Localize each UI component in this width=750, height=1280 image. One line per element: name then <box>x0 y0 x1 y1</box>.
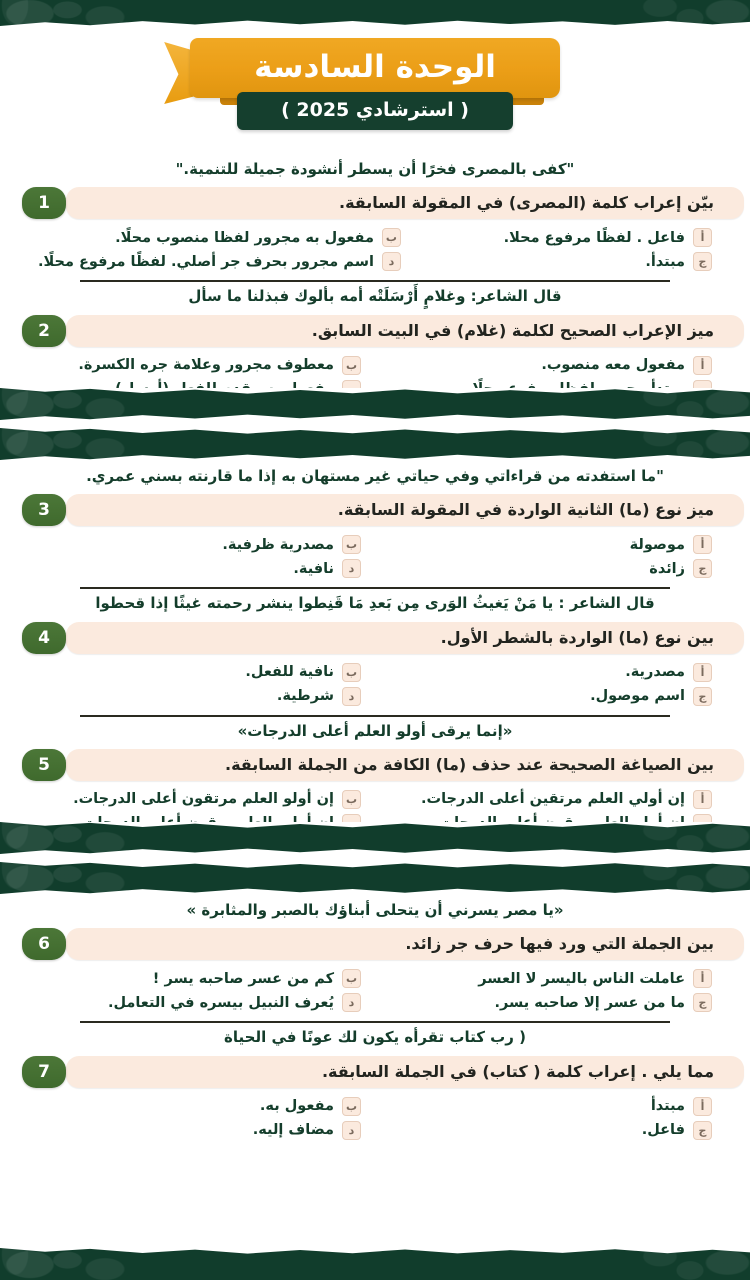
page-header <box>0 38 750 130</box>
option-label: نافية للفعل. <box>245 664 334 680</box>
question-quote: قال الشاعر : يا مَنْ يَغيثُ الوَرى مِن بَعدِ مَا قَنِطوا ينشر رحمته غيثًا إذا قحطوا <box>95 594 655 613</box>
option-c[interactable] <box>377 557 724 580</box>
option-key-icon: ج <box>693 252 712 271</box>
option-key-icon: أ <box>693 535 712 554</box>
option-label: عاملت الناس باليسر لا العسر <box>478 970 685 987</box>
option-key-icon: د <box>342 993 361 1012</box>
question-row <box>22 187 728 219</box>
torn-edge <box>0 428 750 437</box>
option-key-icon: ب <box>342 663 361 682</box>
torn-edge <box>0 822 750 831</box>
option-b[interactable] <box>26 226 413 249</box>
option-a[interactable] <box>377 661 724 684</box>
question-number-badge: 1 <box>22 187 66 219</box>
question-row <box>22 1056 728 1088</box>
decorative-band-divider-1a <box>0 388 750 420</box>
torn-edge <box>0 885 750 894</box>
option-b[interactable] <box>26 788 373 811</box>
question-section-1 <box>0 155 750 407</box>
option-a[interactable] <box>417 226 724 249</box>
option-label: اسم مجرور بحرف جر أصلي. لفظًا مرفوع محلًا. <box>38 253 374 270</box>
option-key-icon: أ <box>693 663 712 682</box>
question-number-badge: 5 <box>22 749 66 781</box>
option-key-icon: ج <box>693 559 712 578</box>
option-label: ما من عسر إلا صاحبه يسر. <box>494 994 685 1011</box>
option-key-icon: ب <box>342 356 361 375</box>
torn-edge <box>0 451 750 460</box>
option-label: مبتدأ <box>650 1098 685 1114</box>
option-key-icon: ب <box>342 790 361 809</box>
question-text: بين الصياغة الصحيحة عند حذف (ما) الكافة من الجملة السابقة. <box>66 749 744 781</box>
option-d[interactable] <box>26 685 373 708</box>
option-key-icon: ب <box>342 969 361 988</box>
question-row <box>22 928 728 960</box>
option-b[interactable] <box>26 354 373 377</box>
option-label: فاعل . لفظًا مرفوع محلا. <box>503 229 685 246</box>
option-key-icon: ب <box>342 535 361 554</box>
option-key-icon: ب <box>382 228 401 247</box>
question-text: بين الجملة التي ورد فيها حرف جر زائد. <box>66 928 744 960</box>
question-number-badge: 7 <box>22 1056 66 1088</box>
option-d[interactable] <box>26 991 373 1014</box>
option-key-icon: د <box>342 1121 361 1140</box>
option-key-icon: ج <box>693 687 712 706</box>
torn-edge <box>0 388 750 397</box>
option-label: زائدة <box>649 560 685 577</box>
decorative-band-divider-2a <box>0 822 750 854</box>
option-a[interactable] <box>377 533 724 556</box>
question-text: بيّن إعراب كلمة (المصرى) في المقولة السابقة. <box>66 187 744 219</box>
options-grid <box>22 654 728 714</box>
decorative-band-divider-2b <box>0 862 750 894</box>
option-label: إن أولو العلم مرتقون أعلى الدرجات. <box>73 791 334 808</box>
title-ribbon-wrap <box>190 38 560 98</box>
option-b[interactable] <box>26 967 373 990</box>
question-text: ميز نوع (ما) الثانية الواردة في المقولة السابقة. <box>66 494 744 526</box>
option-key-icon: أ <box>693 228 712 247</box>
page-subtitle: ( استرشادي 2025 ) <box>237 92 513 130</box>
option-key-icon: ج <box>693 1121 712 1140</box>
option-a[interactable] <box>377 1095 724 1118</box>
question-quote: "كفى بالمصرى فخرًا أن يسطر أنشودة جميلة للتنمية." <box>175 160 575 178</box>
option-label: اسم موصول. <box>590 688 685 704</box>
question-text: مما يلي . إعراب كلمة ( كتاب) في الجملة السابقة. <box>66 1056 744 1088</box>
option-key-icon: أ <box>693 790 712 809</box>
option-a[interactable] <box>377 788 724 811</box>
option-b[interactable] <box>26 1095 373 1118</box>
question-number-badge: 6 <box>22 928 66 960</box>
option-label: شرطية. <box>276 688 334 704</box>
option-label: مفعول به مجرور لفظا منصوب محلًا. <box>115 229 374 246</box>
option-c[interactable] <box>377 991 724 1014</box>
option-label: مفعول معه منصوب. <box>541 357 685 373</box>
options-grid <box>22 960 728 1020</box>
option-a[interactable] <box>377 967 724 990</box>
question-block <box>0 462 750 589</box>
option-label: موصولة <box>629 536 685 553</box>
decorative-band-bottom <box>0 1248 750 1280</box>
question-quote: «يا مصر يسرني أن يتحلى أبناؤك بالصبر والمثابرة » <box>186 901 564 919</box>
option-key-icon: د <box>342 687 361 706</box>
option-key-icon: د <box>382 252 401 271</box>
option-label: مبتدأ. <box>645 253 685 270</box>
torn-edge <box>0 411 750 420</box>
options-grid <box>22 526 728 586</box>
torn-edge <box>0 17 750 26</box>
option-label: مفعول به. <box>259 1098 334 1114</box>
question-quote: «إنما يرقى أولو العلم أعلى الدرجات» <box>237 721 513 740</box>
question-quote: قال الشاعر: وغلامٍ أَرْسَلَتْه أمه بألوك فبذلنا ما سأل <box>188 287 562 306</box>
page-title: الوحدة السادسة <box>190 38 560 98</box>
options-grid <box>22 219 728 279</box>
question-block <box>0 155 750 282</box>
decorative-band-divider-1b <box>0 428 750 460</box>
question-number-badge: 3 <box>22 494 66 526</box>
option-label: مصدرية. <box>625 664 685 680</box>
torn-edge <box>0 845 750 854</box>
option-label: مصدرية ظرفية. <box>222 536 334 553</box>
question-block <box>0 589 750 716</box>
option-key-icon: أ <box>693 1097 712 1116</box>
option-label: معطوف مجرور وعلامة جره الكسرة. <box>78 357 334 373</box>
options-grid <box>22 1088 728 1148</box>
option-label: نافية. <box>293 560 334 577</box>
option-label: فاعل. <box>641 1122 685 1138</box>
option-d[interactable] <box>26 250 413 273</box>
torn-edge <box>0 862 750 871</box>
question-row <box>22 622 728 654</box>
question-number-badge: 4 <box>22 622 66 654</box>
option-c[interactable] <box>377 685 724 708</box>
torn-edge <box>0 1248 750 1257</box>
question-block <box>0 1023 750 1147</box>
option-c[interactable] <box>417 250 724 273</box>
question-block <box>0 896 750 1023</box>
decorative-band-top <box>0 0 750 26</box>
option-key-icon: ب <box>342 1097 361 1116</box>
option-label: كم من عسر صاحبه يسر ! <box>152 970 334 987</box>
option-a[interactable] <box>377 354 724 377</box>
option-key-icon: أ <box>693 356 712 375</box>
question-quote: "ما استفدته من قراءاتي وفي حياتي غير مستهان به إذا ما قارنته بسني عمري. <box>86 467 664 485</box>
option-b[interactable] <box>26 661 373 684</box>
option-b[interactable] <box>26 533 373 556</box>
option-label: مضاف إليه. <box>252 1122 334 1138</box>
question-section-3 <box>0 896 750 1148</box>
option-label: يُعرف النبيل بيسره في التعامل. <box>107 994 334 1011</box>
question-text: بين نوع (ما) الواردة بالشطر الأول. <box>66 622 744 654</box>
question-row <box>22 494 728 526</box>
option-key-icon: ج <box>693 993 712 1012</box>
question-text: ميز الإعراب الصحيح لكلمة (غلام) في البيت السابق. <box>66 315 744 347</box>
option-key-icon: أ <box>693 969 712 988</box>
option-key-icon: د <box>342 559 361 578</box>
question-number-badge: 2 <box>22 315 66 347</box>
question-section-2 <box>0 462 750 844</box>
option-c[interactable] <box>377 1119 724 1142</box>
option-label: إن أولي العلم مرتقين أعلى الدرجات. <box>421 791 685 808</box>
option-d[interactable] <box>26 1119 373 1142</box>
option-d[interactable] <box>26 557 373 580</box>
question-row <box>22 315 728 347</box>
question-row <box>22 749 728 781</box>
question-quote: ( رب كتاب تقرأه يكون لك عونًا في الحياة <box>224 1028 526 1047</box>
